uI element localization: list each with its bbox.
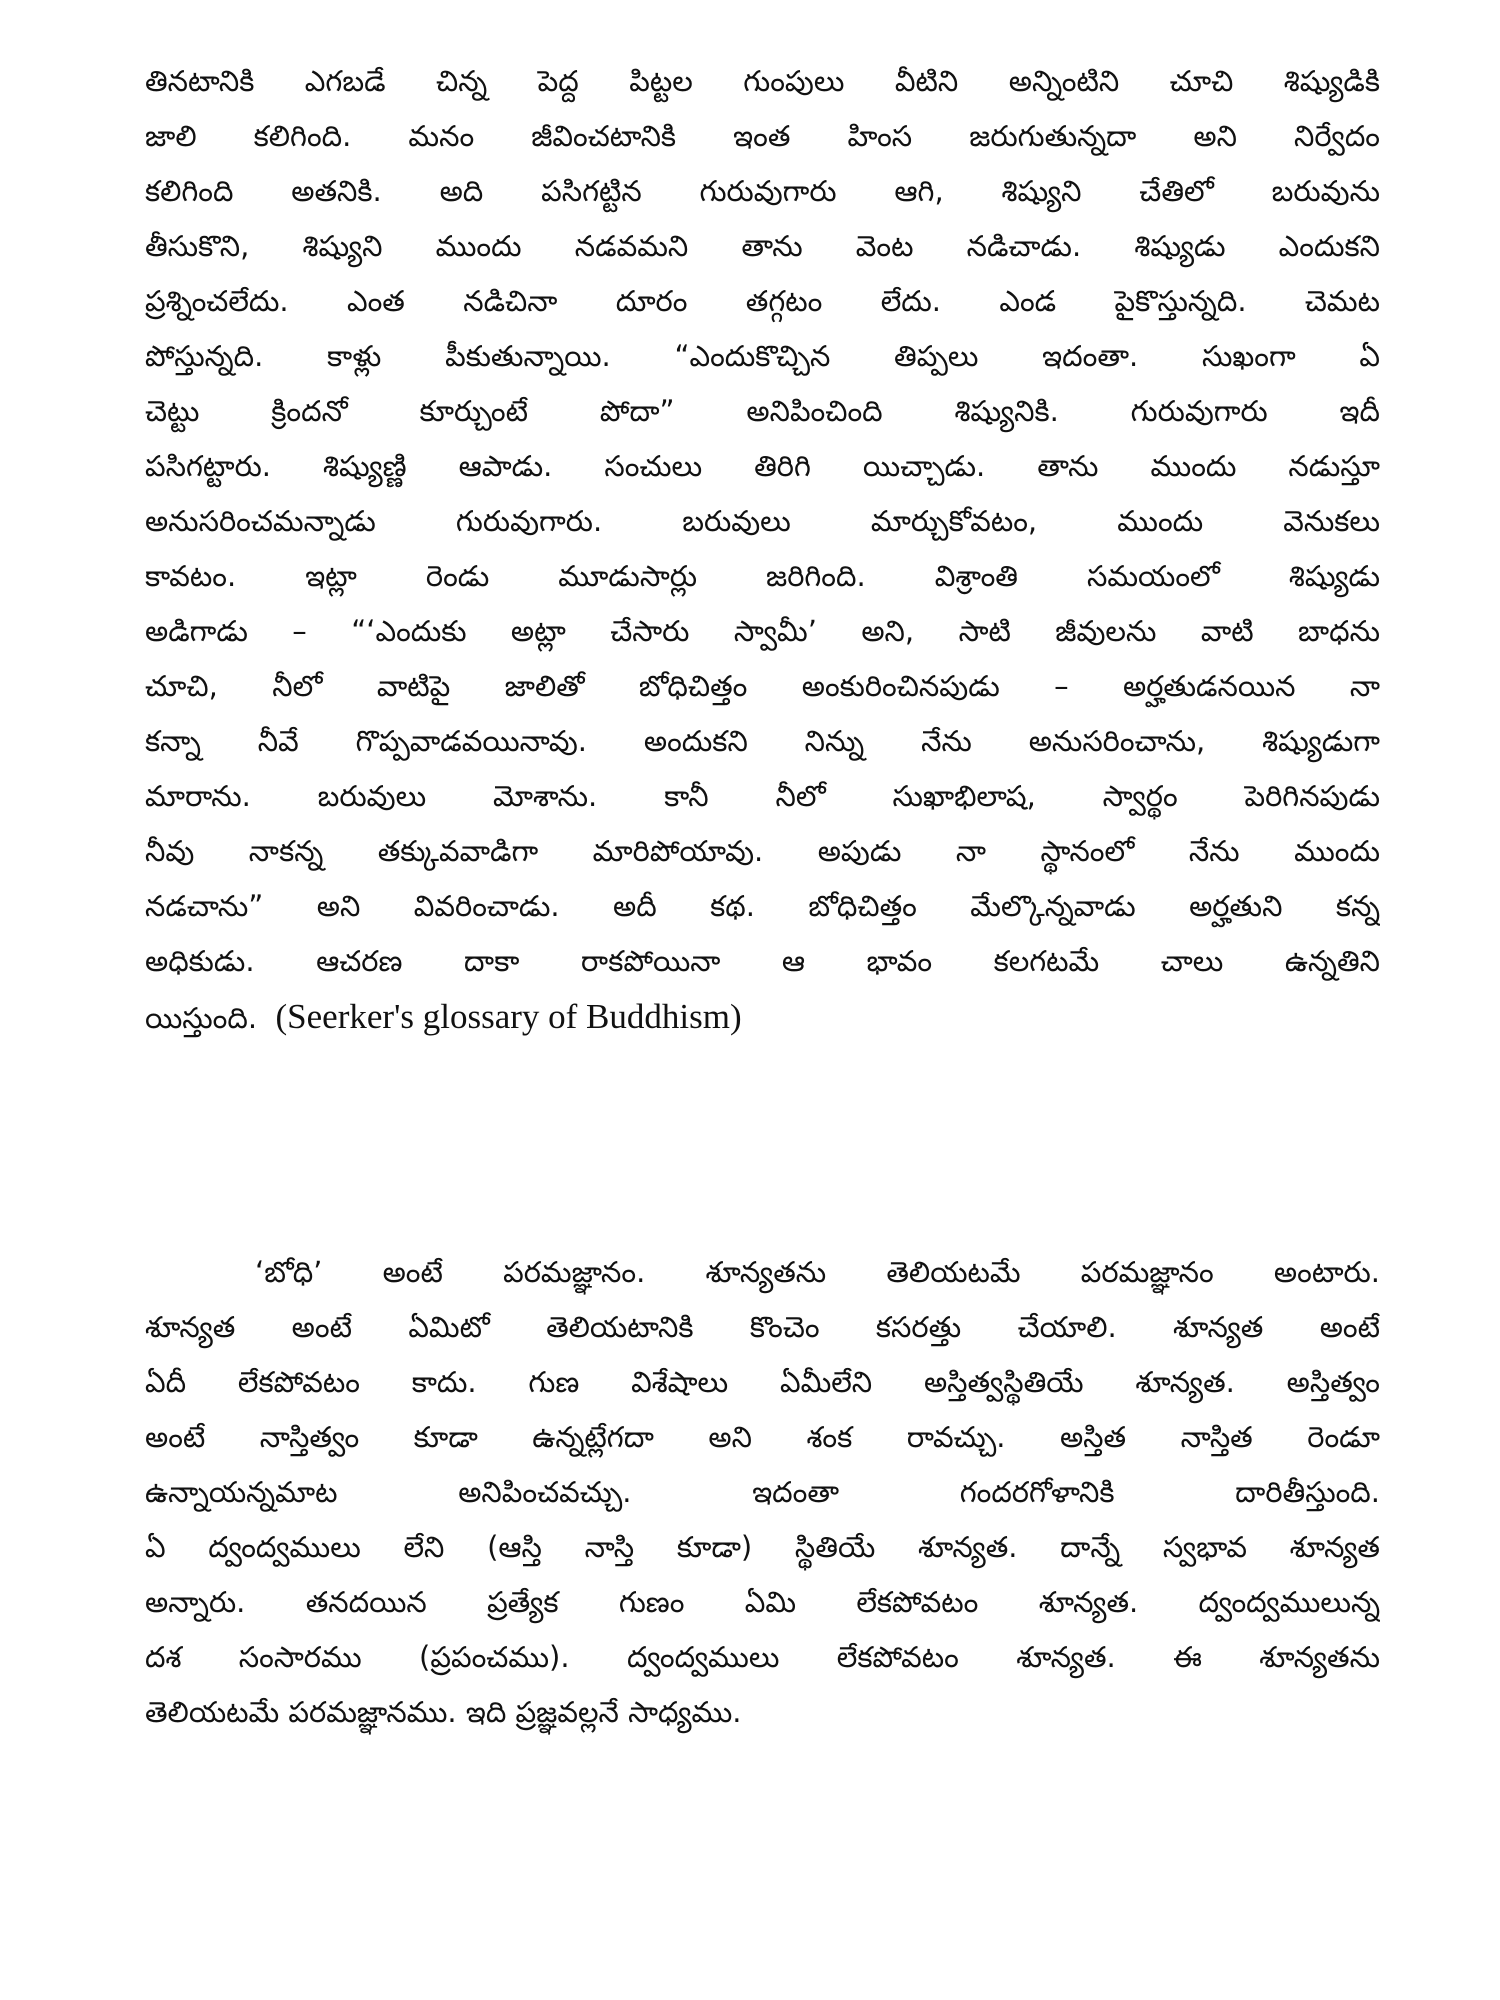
text-line: ఏ ద్వంద్వములు లేని (ఆస్తి నాస్తి కూడా) స్థితియే శూన్యత. దాన్నే స్వభావ శూన్యత: [145, 1530, 1380, 1564]
text-line: కలిగింది అతనికి. అది పసిగట్టిన గురువుగారు ఆగి, శిష్యుని చేతిలో బరువును: [145, 174, 1380, 208]
text-line-with-citation: [145, 989, 1380, 1044]
text-line: పసిగట్టారు. శిష్యుణ్ణి ఆపాడు. సంచులు తిరిగి యిచ్చాడు. తాను ముందు నడుస్తూ: [145, 449, 1380, 483]
line-prefix: యిస్తుంది.: [145, 1001, 258, 1035]
text-line: కన్నా నీవే గొప్పవాడవయినావు. అందుకని నిన్ను నేను అనుసరించాను, శిష్యుడుగా: [145, 724, 1380, 758]
paragraph-shunyata: [145, 1245, 1380, 1740]
text-line: తినటానికి ఎగబడే చిన్న పెద్ద పిట్టల గుంపులు వీటిని అన్నింటిని చూచి శిష్యుడికి: [145, 64, 1380, 98]
text-line: అంటే నాస్తిత్వం కూడా ఉన్నట్లేగదా అని శంక రావచ్చు. అస్తిత నాస్తిత రెండూ: [145, 1420, 1380, 1454]
text-line: అడిగాడు – “‘ఎందుకు అట్లా చేసారు స్వామీ’ అని, సాటి జీవులను వాటి బాధను: [145, 614, 1380, 648]
text-line: అన్నారు. తనదయిన ప్రత్యేక గుణం ఏమి లేకపోవటం శూన్యత. ద్వంద్వములున్న: [145, 1585, 1380, 1619]
text-line: ఏదీ లేకపోవటం కాదు. గుణ విశేషాలు ఏమీలేని అస్తిత్వస్థితియే శూన్యత. అస్తిత్వం: [145, 1365, 1380, 1399]
text-line: మారాను. బరువులు మోశాను. కానీ నీలో సుఖాభిలాష, స్వార్థం పెరిగినపుడు: [145, 779, 1380, 813]
text-line: ప్రశ్నించలేదు. ఎంత నడిచినా దూరం తగ్గటం లేదు. ఎండ పైకొస్తున్నది. చెమట: [145, 284, 1380, 318]
text-line: తీసుకొని, శిష్యుని ముందు నడవమని తాను వెంట నడిచాడు. శిష్యుడు ఎందుకని: [145, 229, 1380, 263]
text-line: అనుసరించమన్నాడు గురువుగారు. బరువులు మార్చుకోవటం, ముందు వెనుకలు: [145, 504, 1380, 538]
text-line: జాలి కలిగింది. మనం జీవించటానికి ఇంత హింస జరుగుతున్నదా అని నిర్వేదం: [145, 119, 1380, 153]
text-line: అధికుడు. ఆచరణ దాకా రాకపోయినా ఆ భావం కలగటమే చాలు ఉన్నతిని: [145, 944, 1380, 978]
text-line: కావటం. ఇట్లా రెండు మూడుసార్లు జరిగింది. విశ్రాంతి సమయంలో శిష్యుడు: [145, 559, 1380, 593]
text-line: నీవు నాకన్న తక్కువవాడిగా మారిపోయావు. అపుడు నా స్థానంలో నేను ముందు: [145, 834, 1380, 868]
text-line: ఉన్నాయన్నమాట అనిపించవచ్చు. ఇదంతా గందరగోళానికి దారితీస్తుంది.: [145, 1475, 1380, 1509]
text-line: పోస్తున్నది. కాళ్లు పీకుతున్నాయి. “ఎందుకొచ్చిన తిప్పలు ఇదంతా. సుఖంగా ఏ: [145, 339, 1380, 373]
text-line: చెట్టు క్రిందనో కూర్చుంటే పోదా” అనిపించింది శిష్యునికి. గురువుగారు ఇదీ: [145, 394, 1380, 428]
text-line: శూన్యత అంటే ఏమిటో తెలియటానికి కొంచెం కసరత్తు చేయాలి. శూన్యత అంటే: [145, 1310, 1380, 1344]
text-line: తెలియటమే పరమజ్ఞానము. ఇది ప్రజ్ఞవల్లనే సాధ్యము.: [145, 1695, 742, 1729]
text-line: చూచి, నీలో వాటిపై జాలితో బోధిచిత్తం అంకురించినపుడు – అర్హతుడనయిన నా: [145, 669, 1380, 703]
text-line: ‘బోధి’ అంటే పరమజ్ఞానం. శూన్యతను తెలియటమే పరమజ్ఞానం అంటారు.: [255, 1255, 1380, 1289]
text-line: నడచాను” అని వివరించాడు. అదీ కథ. బోధిచిత్తం మేల్కొన్నవాడు అర్హతుని కన్న: [145, 889, 1380, 923]
text-line: దశ సంసారము (ప్రపంచము). ద్వంద్వములు లేకపోవటం శూన్యత. ఈ శూన్యతను: [145, 1640, 1380, 1674]
paragraph-story: [145, 54, 1380, 1044]
citation: (Seerker's glossary of Buddhism): [275, 997, 742, 1036]
